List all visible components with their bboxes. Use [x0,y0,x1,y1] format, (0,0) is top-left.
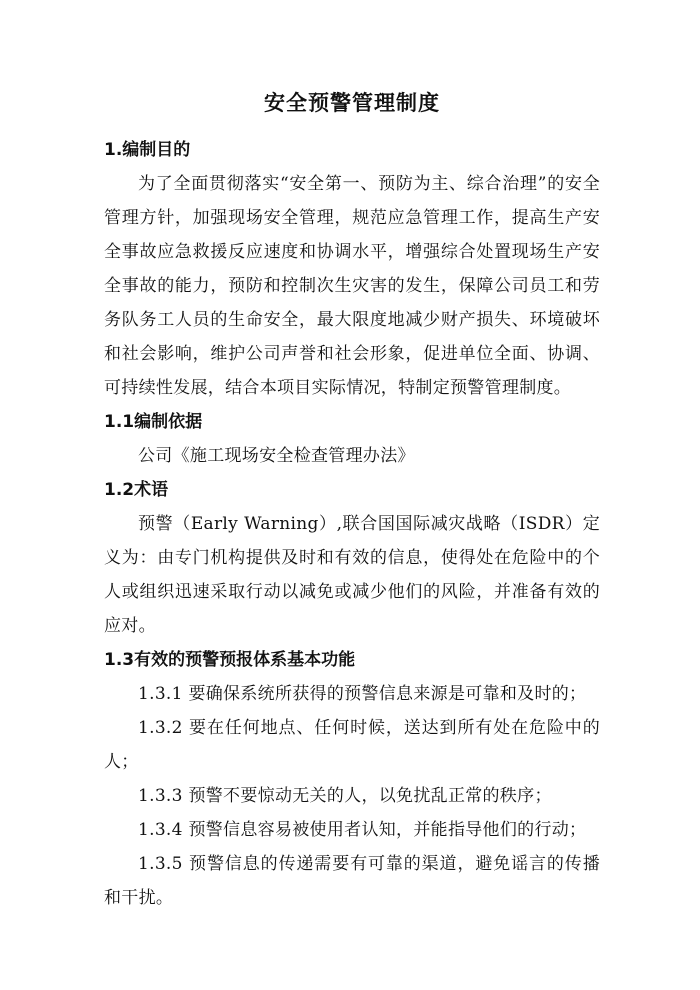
section-paragraph: 为了全面贯彻落实“安全第一、预防为主、综合治理”的安全管理方针，加强现场安全管理，规范应急管理工作，提高生产安全事故应急救援反应速度和协调水平，增强综合处置现场生产安全事故的能力，预防和控制次生灾害的发生，保障公司员工和劳务队务工人员的生命安全，最大限度地减少财产损失、环境破坏和社会影响，维护公司声誉和社会形象，促进单位全面、协调、可持续性发展，结合本项目实际情况，特制定预警管理制度。 [104,174,600,398]
section-heading: 1.3有效的预警预报体系基本功能 [104,650,356,670]
section-paragraph: 公司《施工现场安全检查管理办法》 [138,446,415,466]
list-item: 1.3.3 预警不要惊动无关的人，以免扰乱正常的秩序； [138,786,552,806]
section-heading: 1.1编制依据 [104,412,203,432]
list-item: 1.3.1 要确保系统所获得的预警信息来源是可靠和及时的； [138,684,587,704]
section-paragraph: 预警（Early Warning）,联合国国际减灾战略（ISDR）定义为：由专门机构提供及时和有效的信息，使得处在危险中的个人或组织迅速采取行动以减免或减少他们的风险，并准备有效的应对。 [104,514,600,636]
section-functions [104,643,600,915]
section-heading: 1.2术语 [104,480,169,500]
list-item: 1.3.4 预警信息容易被使用者认知，并能指导他们的行动； [138,820,587,840]
section-heading: 1.编制目的 [104,140,191,160]
section-terms [104,473,600,643]
list-item: 1.3.2 要在任何地点、任何时候，送达到所有处在危险中的人； [104,718,600,772]
section-purpose [104,133,600,405]
document-title: 安全预警管理制度 [264,91,440,115]
section-basis [104,405,600,473]
list-item: 1.3.5 预警信息的传递需要有可靠的渠道，避免谣言的传播和干扰。 [104,854,600,908]
